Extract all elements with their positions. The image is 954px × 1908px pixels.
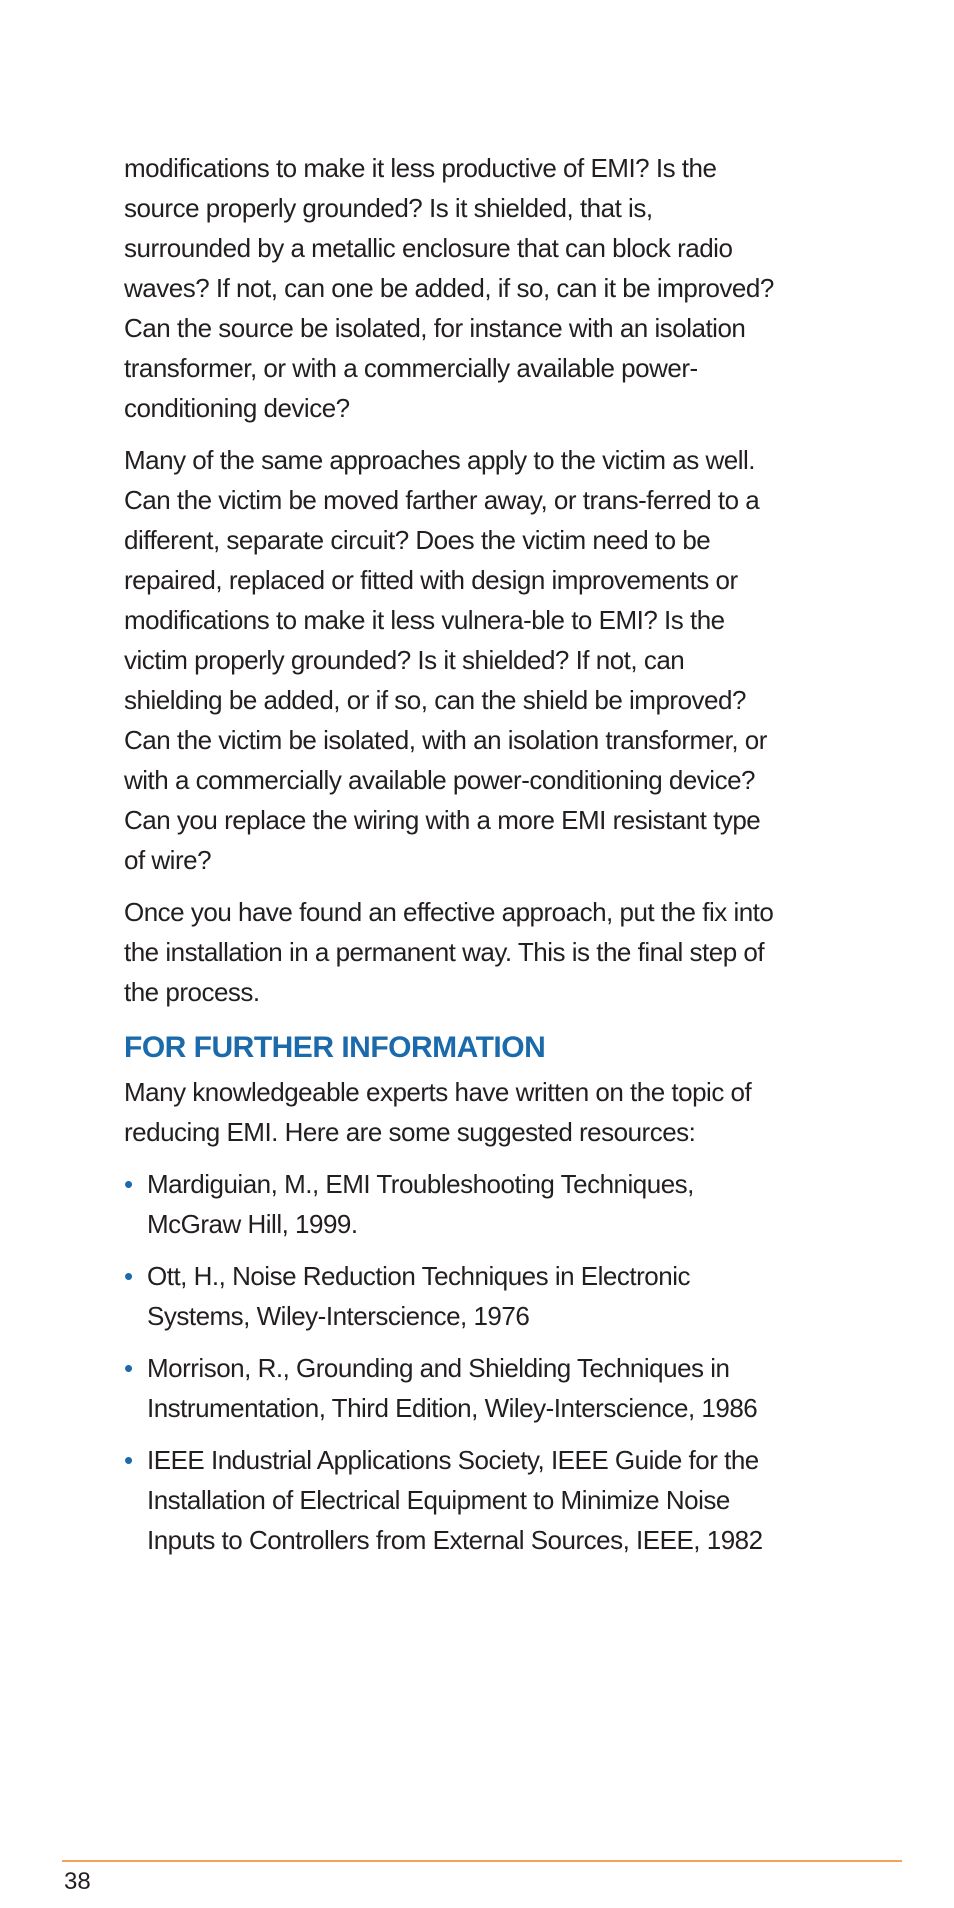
footer-divider — [62, 1860, 902, 1862]
reference-list — [124, 1164, 784, 1560]
bullet-icon: • — [124, 1445, 133, 1475]
section-intro: Many knowledgeable experts have written on the topic of reducing EMI. Here are some suggested resources: — [124, 1077, 752, 1147]
body-paragraph-3: Once you have found an effective approach, put the fix into the installation in a permanent way. This is the final step of the process. — [124, 897, 774, 1007]
body-paragraph-1: modifications to make it less productive of EMI? Is the source properly grounded? Is it shielded, that is, surrounded by a metallic enclosure that can block radio waves? If not, can one be added, if so, can it be improved? Can the source be isolated, for instance with an isolation transformer, or with a commercially available power-conditioning device? — [124, 153, 774, 423]
reference-text: Ott, H., Noise Reduction Techniques in Electronic Systems, Wiley-Interscience, 1976 — [147, 1261, 690, 1331]
bullet-icon: • — [124, 1261, 133, 1291]
list-item — [124, 1348, 784, 1428]
list-item — [124, 1164, 784, 1244]
reference-text: Morrison, R., Grounding and Shielding Techniques in Instrumentation, Third Edition, Wiley-Interscience, 1986 — [147, 1353, 758, 1423]
bullet-icon: • — [124, 1353, 133, 1383]
list-item — [124, 1256, 784, 1336]
section-heading: FOR FURTHER INFORMATION — [124, 1031, 546, 1064]
reference-text: Mardiguian, M., EMI Troubleshooting Techniques, McGraw Hill, 1999. — [147, 1169, 694, 1239]
reference-text: IEEE Industrial Applications Society, IEEE Guide for the Installation of Electrical Equipment to Minimize Noise Inputs to Controllers from External Sources, IEEE, 1982 — [147, 1445, 763, 1555]
bullet-icon: • — [124, 1169, 133, 1199]
page-number: 38 — [64, 1868, 91, 1895]
list-item — [124, 1440, 784, 1560]
body-paragraph-2: Many of the same approaches apply to the victim as well. Can the victim be moved farther away, or trans-ferred to a different, separate circuit? Does the victim need to be repaired, replaced or fitted with design improvements or modifications to make it less vulnera-ble to EMI? Is the victim properly grounded? Is it shielded? If not, can shielding be added, or if so, can the shield be improved? Can the victim be isolated, with an isolation transformer, or with a commercially available power-conditioning device? Can you replace the wiring with a more EMI resistant type of wire? — [124, 445, 767, 875]
page-content — [124, 148, 784, 1572]
